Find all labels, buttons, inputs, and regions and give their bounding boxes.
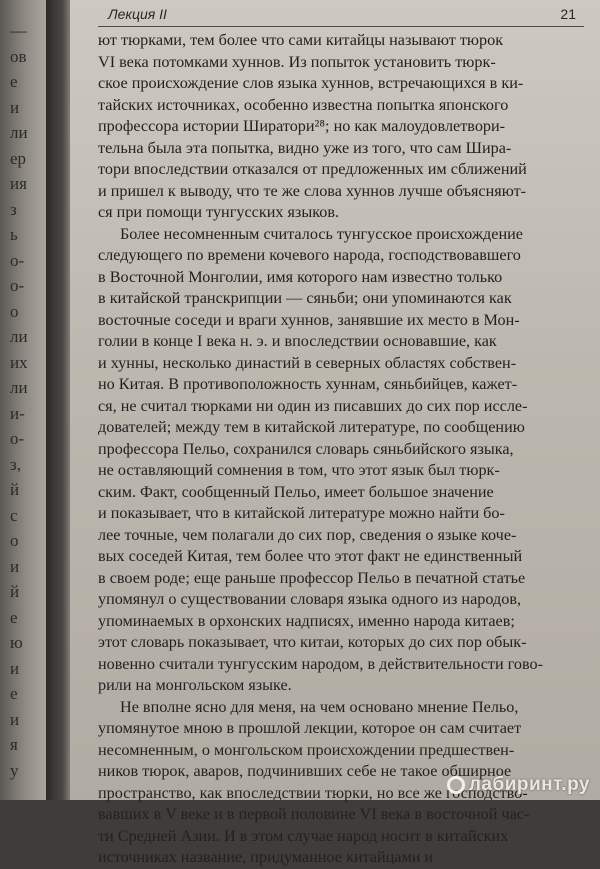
text-line: и пришел к выводу, что те же слова хуннов лучше объясняют- bbox=[98, 181, 527, 200]
text-line: голии в конце I века н. э. и впоследствии основавшие, как bbox=[98, 332, 497, 350]
text-line: ников тюрок, аваров, подчинивших себе не такое обширное bbox=[98, 762, 512, 780]
text-line: ское происхождение слов языка хуннов, встречающихся в ки- bbox=[98, 74, 524, 92]
text-line: пространство, как впоследствии тюрки, но все же господство- bbox=[98, 783, 528, 802]
text-line: Не вполне ясно для меня, на чем основано мнение Пельо, bbox=[120, 697, 519, 716]
text-line: несомненным, о монгольском происхождении предшествен- bbox=[98, 740, 515, 759]
text-line: но Китая. В противоположность хуннам, сяньбийцев, кажет- bbox=[98, 375, 518, 393]
left-page-fragment: ли bbox=[10, 123, 28, 142]
page-number: 21 bbox=[560, 6, 576, 22]
text-line: профессора истории Ширатори²⁸; но как малоудовлетвори- bbox=[98, 117, 506, 135]
text-line: этот словарь показывает, что китаи, которых до сих пор обык- bbox=[98, 633, 527, 651]
text-line: ют тюрками, тем более что сами китайцы называют тюрок bbox=[98, 31, 504, 49]
left-page-fragment: е bbox=[10, 684, 18, 703]
left-page-fragment: о- bbox=[10, 250, 25, 270]
left-page-fragment: з bbox=[10, 199, 17, 219]
text-line: ти Средней Азии. И в этом случае народ носит в китайских bbox=[98, 826, 509, 845]
text-line: и хунны, несколько династий в северных областях собствен- bbox=[98, 353, 517, 372]
text-line: упомянутое мною в прошлой лекции, которое он сам считает bbox=[98, 719, 522, 737]
text-line: лее точные, чем полагали до сих пор, сведения о языке коче- bbox=[98, 525, 517, 544]
book-gutter bbox=[46, 0, 70, 800]
text-line: вых соседей Китая, тем более что этот факт не единственный bbox=[98, 547, 523, 565]
body-text bbox=[98, 30, 588, 869]
left-page-fragment: и bbox=[10, 97, 20, 117]
watermark-text: лабиринт.ру bbox=[468, 774, 590, 795]
text-line: упомянул о существовании словаря языка одного из народов, bbox=[98, 590, 522, 608]
left-page-fragment: о bbox=[10, 301, 19, 321]
text-line: рили на монгольском языке. bbox=[98, 676, 292, 694]
left-page-fragment: я bbox=[10, 735, 18, 754]
left-page-fragment: е bbox=[10, 72, 18, 91]
left-page-fragment: и- bbox=[10, 403, 25, 423]
text-line: и показывает, что в китайской литературе можно найти бо- bbox=[98, 504, 505, 522]
text-line: восточные соседи и враги хуннов, занявшие их место в Мон- bbox=[98, 310, 520, 329]
left-page-fragment: й bbox=[10, 582, 20, 601]
left-page-fragment: ли bbox=[10, 378, 28, 397]
left-page-fragment: их bbox=[10, 352, 28, 372]
text-line: в своем роде; еще раньше профессор Пельо в печатной статье bbox=[98, 568, 526, 587]
left-page-fragment: з, bbox=[10, 454, 21, 474]
text-line: ским. Факт, сообщенный Пельо, имеет большое значение bbox=[98, 482, 494, 501]
left-page-fragment: о- bbox=[10, 429, 25, 448]
text-line: в Восточной Монголии, имя которого нам известно только bbox=[98, 267, 503, 286]
left-page-fragment: ов bbox=[10, 46, 27, 66]
left-page-fragment: ю bbox=[10, 633, 23, 652]
text-line: тельна была эта попытка, видно уже из того, что сам Шира- bbox=[98, 138, 512, 157]
left-page-fragment: с bbox=[10, 505, 18, 525]
text-line: VI века потомками хуннов. Из попыток установить тюрк- bbox=[98, 52, 496, 71]
text-line: ся, не считал тюрками ни один из писавших до сих пор иссле- bbox=[98, 396, 528, 415]
left-page-fragment: ер bbox=[10, 148, 27, 168]
text-line: в китайской транскрипции — сяньби; они упоминаются как bbox=[98, 289, 512, 307]
left-page-fragment: е bbox=[10, 607, 18, 627]
left-page-fragment: — bbox=[10, 21, 27, 40]
watermark bbox=[447, 774, 590, 796]
left-page-fragment: о bbox=[10, 531, 19, 550]
text-line: не оставляющий сомнения в том, что этот язык был тюрк- bbox=[98, 461, 500, 479]
left-page-fragment: й bbox=[10, 480, 20, 499]
text-line: новенно считали тунгусским народом, в действительности гово- bbox=[98, 654, 544, 673]
text-line: тори впоследствии отказался от предложенных им сближений bbox=[98, 160, 527, 178]
text-line: источниках название, придуманное китайцами и bbox=[98, 848, 434, 866]
text-line: профессора Пельо, сохранился словарь сяньбийского языка, bbox=[98, 439, 514, 458]
left-page-fragment: и bbox=[10, 658, 20, 678]
left-page-fragment: ия bbox=[10, 174, 27, 193]
text-line: Более несомненным считалось тунгусское происхождение bbox=[120, 224, 523, 243]
text-line: тайских источниках, особенно известна попытка японского bbox=[98, 95, 509, 114]
text-line: дователей; между тем в китайской литературе, по сообщению bbox=[98, 418, 525, 436]
left-page-fragment: ли bbox=[10, 327, 28, 346]
chapter-title: Лекция II bbox=[108, 6, 167, 22]
left-page-fragment: у bbox=[10, 760, 19, 780]
text-line: упоминаемых в орхонских надписях, именно народа китаев; bbox=[98, 611, 515, 630]
text-line: вавших в V веке и в первой половине VI века в восточной час- bbox=[98, 805, 530, 823]
text-line: ся при помощи тунгусских языков. bbox=[98, 203, 340, 221]
book-page bbox=[70, 0, 600, 866]
left-page-fragment: и bbox=[10, 556, 20, 576]
running-header bbox=[98, 4, 584, 27]
left-page-fragment: о- bbox=[10, 276, 25, 295]
adjacent-left-page bbox=[0, 0, 46, 800]
text-line: следующего по времени кочевого народа, господствовавшего bbox=[98, 246, 521, 264]
labirint-logo-icon bbox=[447, 776, 465, 794]
left-page-fragment: и bbox=[10, 709, 20, 729]
left-page-fragment: ь bbox=[10, 225, 18, 244]
